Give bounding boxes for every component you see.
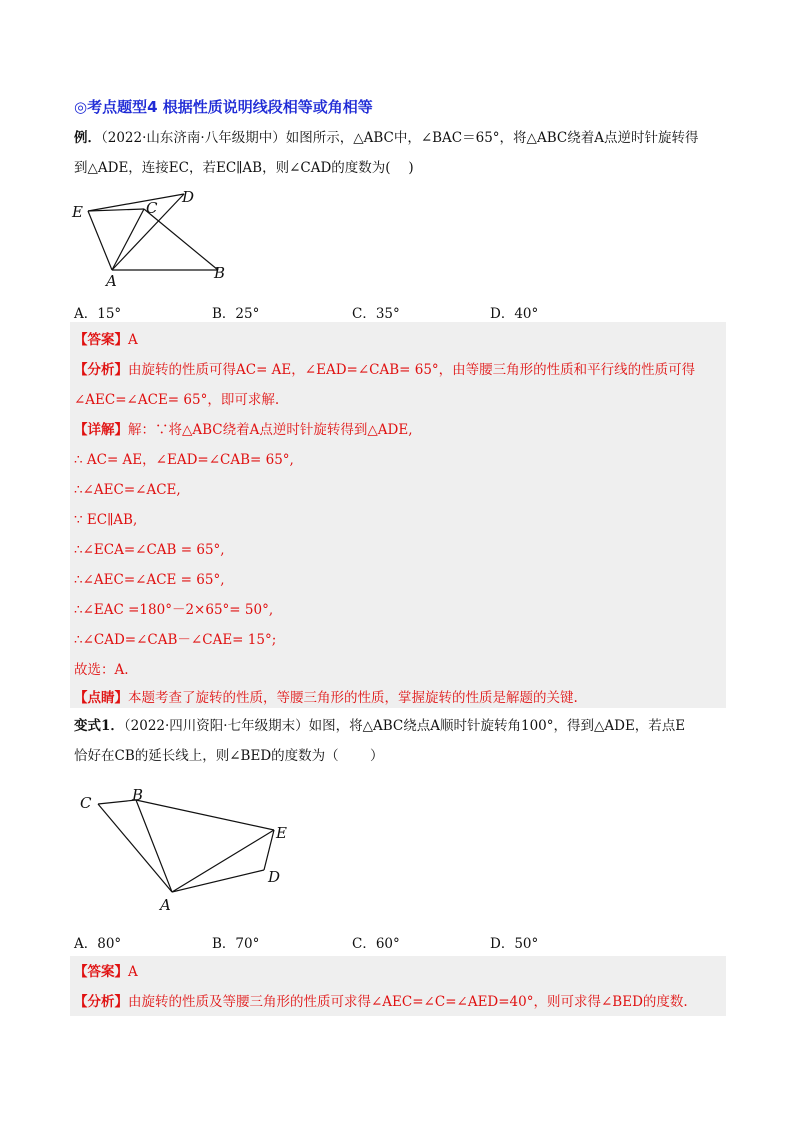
detail-line-3: ∵ EC∥AB, bbox=[74, 512, 138, 528]
example-label-D: D bbox=[182, 188, 195, 206]
variant-label-C: C bbox=[80, 794, 92, 812]
detail-line-4: ∴∠ECA=∠CAB = 65°, bbox=[74, 542, 225, 558]
comment-text: 本题考查了旋转的性质，等腰三角形的性质，掌握旋转的性质是解题的关键. bbox=[128, 690, 578, 706]
example-label-E: E bbox=[72, 203, 83, 221]
example-answer-row bbox=[74, 330, 138, 350]
section-title: ◎考点题型4 根据性质说明线段相等或角相等 bbox=[74, 98, 373, 116]
detail-tag: 【详解】 bbox=[74, 422, 128, 438]
detail-line-6: ∴∠EAC =180°－2×65°= 50°, bbox=[74, 602, 274, 618]
variant-answer-tag: 【答案】 bbox=[74, 964, 128, 980]
analysis-tag: 【分析】 bbox=[74, 362, 128, 378]
comment-tag: 【点睛】 bbox=[74, 690, 128, 706]
variant-answer-row bbox=[74, 962, 138, 982]
variant-label-E: E bbox=[276, 824, 287, 842]
detail-line-7: ∴∠CAD=∠CAB－∠CAE= 15°; bbox=[74, 632, 277, 648]
variant-question-line-1 bbox=[74, 716, 685, 736]
example-option-d: D．40° bbox=[490, 306, 539, 322]
variant-label-D: D bbox=[268, 868, 281, 886]
answer-value: A bbox=[128, 332, 138, 348]
example-question-text-1: （2022·山东济南·八年级期中）如图所示，△ABC中，∠BAC＝65°，将△ABC绕着A点逆时针旋转得 bbox=[101, 130, 699, 146]
example-analysis-row bbox=[74, 360, 695, 380]
example-question-line-2: 到△ADE，连接EC，若EC∥AB，则∠CAD的度数为( ) bbox=[74, 160, 414, 176]
variant-figure bbox=[70, 786, 300, 916]
example-figure bbox=[70, 186, 240, 291]
analysis-text-2: ∠AEC=∠ACE= 65°，即可求解. bbox=[74, 392, 280, 408]
variant-analysis-text: 由旋转的性质及等腰三角形的性质可求得∠AEC=∠C=∠AED=40°，则可求得∠BED的度数. bbox=[128, 994, 688, 1010]
variant-label-B: B bbox=[132, 786, 144, 804]
variant-label-A: A bbox=[160, 896, 171, 914]
detail-line-0: 解：∵将△ABC绕着A点逆时针旋转得到△ADE, bbox=[128, 422, 413, 438]
example-option-a: A．15° bbox=[74, 306, 122, 322]
detail-line-1: ∴ AC= AE，∠EAD=∠CAB= 65°, bbox=[74, 452, 294, 468]
variant-option-c: C．60° bbox=[352, 936, 400, 952]
detail-line-2: ∴∠AEC=∠ACE, bbox=[74, 482, 181, 498]
example-option-c: C．35° bbox=[352, 306, 400, 322]
example-option-b: B．25° bbox=[212, 306, 260, 322]
answer-tag: 【答案】 bbox=[74, 332, 128, 348]
detail-line-8: 故选：A. bbox=[74, 662, 129, 678]
variant-analysis-row bbox=[74, 992, 688, 1012]
detail-line-5: ∴∠AEC=∠ACE = 65°, bbox=[74, 572, 225, 588]
variant-option-b: B．70° bbox=[212, 936, 260, 952]
variant-option-a: A．80° bbox=[74, 936, 122, 952]
variant-answer-value: A bbox=[128, 964, 138, 980]
variant-label: 变式1． bbox=[74, 718, 124, 734]
example-comment-row bbox=[74, 688, 578, 708]
example-label-C: C bbox=[146, 199, 158, 217]
example-question-line-1 bbox=[74, 128, 698, 148]
example-label-B: B bbox=[214, 264, 226, 282]
variant-analysis-tag: 【分析】 bbox=[74, 994, 128, 1010]
variant-question-text-1: （2022·四川资阳·七年级期末）如图，将△ABC绕点A顺时针旋转角100°，得到△ADE，若点E bbox=[123, 718, 686, 734]
variant-option-d: D．50° bbox=[490, 936, 539, 952]
analysis-text-1: 由旋转的性质可得AC= AE，∠EAD=∠CAB= 65°，由等腰三角形的性质和平行线的性质可得 bbox=[128, 362, 696, 378]
example-detail-row bbox=[74, 420, 412, 440]
example-label: 例． bbox=[74, 130, 101, 146]
variant-question-line-2: 恰好在CB的延长线上，则∠BED的度数为（ ） bbox=[74, 748, 384, 764]
example-label-A: A bbox=[106, 272, 117, 290]
